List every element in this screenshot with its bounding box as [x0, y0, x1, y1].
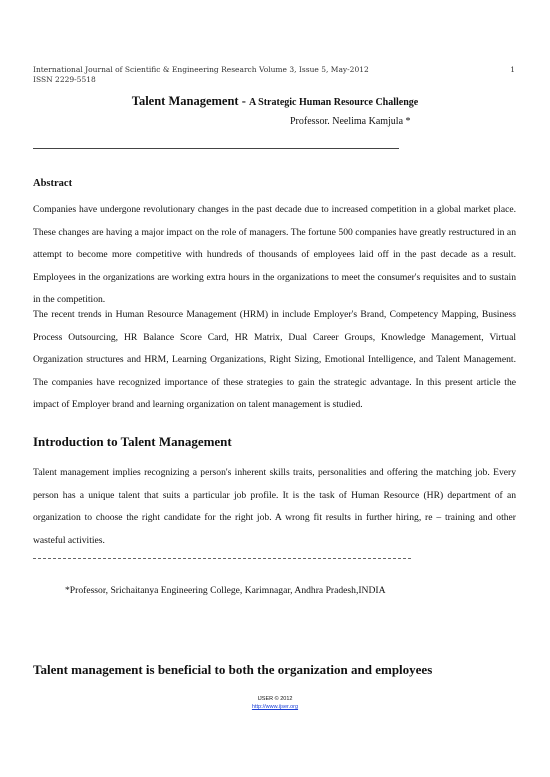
issn: ISSN 2229-5518 [33, 75, 96, 84]
title-divider [33, 148, 399, 149]
page-number: 1 [510, 65, 515, 74]
intro-paragraph: Talent management implies recognizing a person's inherent skills traits, personalities and offering the matching job. Every person has a unique talent that suits a particular job profile. It is the task of Human Resource (HR) department of an organization to choose the right candidate for the right job. A wrong fit results in further hiring, re – training and other wasteful activities. [33, 467, 516, 546]
footer-url-link[interactable]: http://www.ijser.org [251, 704, 299, 710]
journal-header [33, 65, 523, 85]
paper-title [0, 94, 550, 109]
footer-copyright: IJSER © 2012 [257, 696, 293, 702]
abstract-paragraph-2: The recent trends in Human Resource Management (HRM) in include Employer's Brand, Competency Mapping, Business Process Outsourcing, HR Balance Score Card, HR Matrix, Dual Career Groups, Knowledge Management, Virtual Organization structures and HRM, Learning Organizations, Right Sizing, Emotional Intelligence, and Talent Management. The companies have recognized importance of these strategies to gain the strategic advantage. In this present article the impact of Employer brand and learning organization on talent management is studied. [33, 309, 516, 410]
title-main: Talent Management - [131, 94, 249, 108]
intro-heading: Introduction to Talent Management [33, 434, 232, 449]
title-subtitle: A Strategic Human Resource Challenge [249, 97, 419, 108]
footnote-divider [33, 558, 411, 559]
section2-heading: Talent management is beneficial to both the organization and employees [33, 662, 433, 677]
abstract-heading: Abstract [33, 178, 73, 189]
abstract-paragraph-1: Companies have undergone revolutionary changes in the past decade due to increased competition in a global market place. These changes are having a major impact on the role of managers. The fortune 500 companies have greatly restructured in an attempt to become more competitive with hundreds of thousands of employees laid off in the past decade as a result. Employees in the organizations are working extra hours in the organizations to meet the consumer's requisites and to sustain in the competition. [33, 204, 516, 305]
journal-line: International Journal of Scientific & Engineering Research Volume 3, Issue 5, May-2012 [33, 65, 369, 74]
footnote: *Professor, Srichaitanya Engineering College, Karimnagar, Andhra Pradesh,INDIA [65, 585, 386, 596]
author: Professor. Neelima Kamjula * [290, 116, 411, 127]
